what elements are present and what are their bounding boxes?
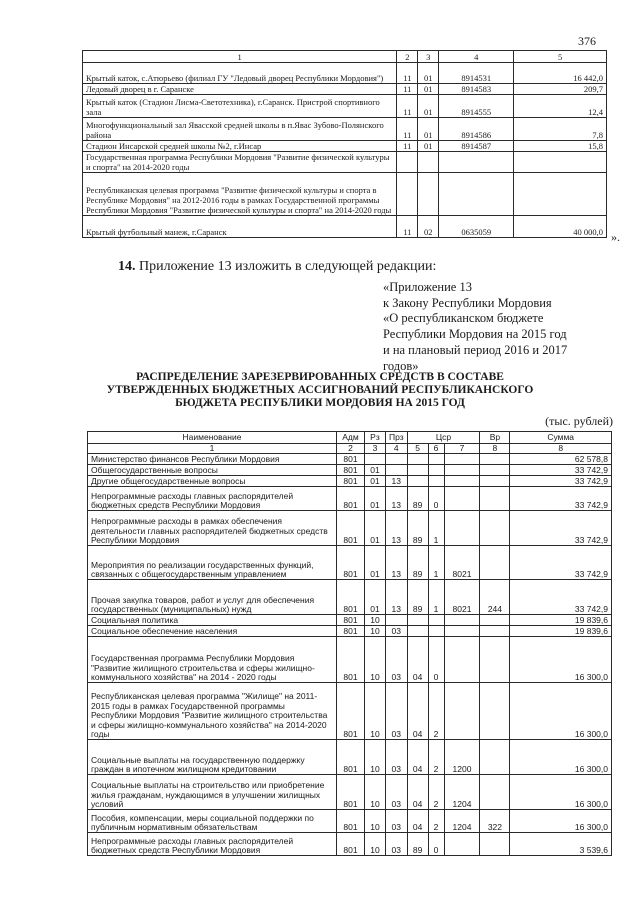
appendix-line: Республики Мордовия на 2015 год (383, 327, 567, 342)
column-number: 8 (510, 444, 612, 454)
table-row (83, 173, 607, 216)
top-table (82, 50, 607, 238)
row-adm: 801 (337, 546, 365, 580)
row-csr-1: 89 (407, 546, 428, 580)
row-prz: 03 (385, 740, 407, 775)
row-sum: 33 742,9 (510, 465, 612, 476)
row-csr-2: 0 (428, 833, 444, 856)
row-csr-3: 8021 (444, 546, 480, 580)
column-number: 4 (385, 444, 407, 454)
row-prz: 03 (385, 637, 407, 683)
row-prz: 13 (385, 476, 407, 487)
row-sum: 209,7 (514, 84, 607, 95)
row-name: Другие общегосударственные вопросы (88, 476, 337, 487)
row-cell: 0635059 (439, 216, 514, 238)
row-csr-1: 89 (407, 511, 428, 546)
row-vr (480, 615, 510, 626)
closing-quote: ». (611, 230, 620, 244)
column-number: 1 (88, 444, 337, 454)
row-sum: 33 742,9 (510, 487, 612, 511)
row-cell: 11 (397, 118, 418, 141)
row-cell: 11 (397, 63, 418, 84)
row-csr-3: 8021 (444, 580, 480, 615)
row-prz: 13 (385, 580, 407, 615)
row-cell: 11 (397, 84, 418, 95)
row-vr (480, 511, 510, 546)
header-vr: Вр (480, 432, 510, 444)
column-number: 7 (444, 444, 480, 454)
table-row (83, 141, 607, 152)
row-csr-1 (407, 465, 428, 476)
row-adm: 801 (337, 810, 365, 833)
row-name: Социальные выплаты на государственную поддержку граждан в ипотечном жилищном кредитовании (88, 740, 337, 775)
row-name: Социальные выплаты на строительство или приобретение жилья гражданам, нуждающимся в улучшении жилищных условий (88, 775, 337, 810)
header-prz: Прз (385, 432, 407, 444)
header-row (88, 432, 612, 444)
row-name: Непрограммные расходы в рамках обеспечения деятельности главных распорядителей бюджетных средств Республики Мордовия (88, 511, 337, 546)
row-rz: 10 (364, 833, 385, 856)
row-csr-2 (428, 476, 444, 487)
row-cell: 8914583 (439, 84, 514, 95)
row-adm: 801 (337, 833, 365, 856)
row-name: Крытый каток (Стадион Лисма-Светотехника), г.Саранск. Пристрой спортивного зала (83, 95, 397, 118)
row-sum: 19 839,6 (510, 626, 612, 637)
row-rz: 01 (364, 476, 385, 487)
row-vr (480, 465, 510, 476)
row-vr (480, 626, 510, 637)
amendment-item (118, 259, 436, 275)
table-row (88, 511, 612, 546)
title-line: УТВЕРЖДЕННЫХ БЮДЖЕТНЫХ АССИГНОВАНИЙ РЕСПУБЛИКАНСКОГО (106, 384, 534, 396)
table-row (88, 465, 612, 476)
row-name: Республиканская целевая программа "Развитие физической культуры и спорта в Республике Мордовия" на 2012-2016 годы в рамках Государственной программы Республики Мордовия "Развитие физической культуры и спорта" на 2014-2020 годы (83, 173, 397, 216)
row-prz: 13 (385, 487, 407, 511)
row-sum: 16 300,0 (510, 810, 612, 833)
row-sum: 19 839,6 (510, 615, 612, 626)
row-name: Социальное обеспечение населения (88, 626, 337, 637)
row-sum (514, 152, 607, 173)
row-name: Непрограммные расходы главных распорядителей бюджетных средств Республики Мордовия (88, 833, 337, 856)
table-row (88, 546, 612, 580)
row-sum (514, 173, 607, 216)
row-prz: 03 (385, 810, 407, 833)
row-csr-1: 04 (407, 740, 428, 775)
row-name: Государственная программа Республики Мордовия "Развитие жилищного строительства и сферы жилищно-коммунального хозяйства" на 2014 - 2020 годы (88, 637, 337, 683)
row-cell (397, 152, 418, 173)
row-rz: 01 (364, 546, 385, 580)
row-csr-1: 04 (407, 775, 428, 810)
row-csr-1: 04 (407, 683, 428, 740)
row-rz: 10 (364, 810, 385, 833)
row-name: Крытый футбольный манеж, г.Саранск (83, 216, 397, 238)
budget-table (87, 431, 612, 856)
row-name: Ледовый дворец в г. Саранске (83, 84, 397, 95)
row-rz: 10 (364, 683, 385, 740)
row-csr-1: 89 (407, 580, 428, 615)
row-prz: 03 (385, 833, 407, 856)
table-row (83, 152, 607, 173)
row-name: Мероприятия по реализации государственных функций, связанных с общегосударственным управлением (88, 546, 337, 580)
row-csr-1 (407, 476, 428, 487)
row-csr-2: 2 (428, 740, 444, 775)
table-row (88, 810, 612, 833)
row-vr (480, 833, 510, 856)
row-name: Пособия, компенсации, меры социальной поддержки по публичным нормативным обязательствам (88, 810, 337, 833)
row-cell: 8914586 (439, 118, 514, 141)
document-title (80, 371, 560, 410)
appendix-line: к Закону Республики Мордовия (383, 295, 552, 310)
row-sum: 7,8 (514, 118, 607, 141)
row-csr-3 (444, 476, 480, 487)
row-name: Крытый каток, с.Атюрьево (филиал ГУ "Ледовый дворец Республики Мордовия") (83, 63, 397, 84)
header-adm: Адм (337, 432, 365, 444)
appendix-line: годов» (383, 358, 419, 373)
row-vr (480, 683, 510, 740)
row-csr-2: 1 (428, 546, 444, 580)
top-table-header-cell: 3 (418, 51, 439, 63)
row-sum: 16 300,0 (510, 740, 612, 775)
row-csr-2: 1 (428, 511, 444, 546)
row-cell (439, 152, 514, 173)
row-name: Прочая закупка товаров, работ и услуг для обеспечения государственных (муниципальных) нужд (88, 580, 337, 615)
row-sum: 62 578,8 (510, 454, 612, 465)
row-csr-1 (407, 454, 428, 465)
row-prz (385, 615, 407, 626)
row-sum: 3 539,6 (510, 833, 612, 856)
row-cell (439, 173, 514, 216)
row-cell: 01 (418, 141, 439, 152)
row-vr (480, 775, 510, 810)
row-prz: 03 (385, 775, 407, 810)
header-name: Наименование (88, 432, 337, 444)
table-row (88, 683, 612, 740)
row-rz (364, 454, 385, 465)
table-row (83, 95, 607, 118)
row-prz: 03 (385, 683, 407, 740)
row-csr-1: 89 (407, 487, 428, 511)
row-vr: 244 (480, 580, 510, 615)
row-cell: 11 (397, 216, 418, 238)
row-adm: 801 (337, 615, 365, 626)
row-csr-3 (444, 683, 480, 740)
row-name: Стадион Инсарской средней школы №2, г.Инсар (83, 141, 397, 152)
row-rz: 10 (364, 637, 385, 683)
row-csr-2 (428, 454, 444, 465)
row-name: Государственная программа Республики Мордовия "Развитие физической культуры и спорта" на 2014-2020 годы (83, 152, 397, 173)
page-number: 376 (578, 34, 596, 48)
row-csr-1: 04 (407, 810, 428, 833)
row-name: Социальная политика (88, 615, 337, 626)
item-number: 14. (118, 259, 136, 274)
row-sum: 16 300,0 (510, 683, 612, 740)
row-csr-1: 89 (407, 833, 428, 856)
top-table-header-cell: 4 (439, 51, 514, 63)
row-adm: 801 (337, 487, 365, 511)
table-row (88, 833, 612, 856)
table-row (88, 476, 612, 487)
row-csr-3 (444, 487, 480, 511)
column-number: 2 (337, 444, 365, 454)
item-text: Приложение 13 изложить в следующей редакции: (139, 259, 437, 274)
row-rz: 10 (364, 740, 385, 775)
row-vr (480, 546, 510, 580)
row-vr (480, 487, 510, 511)
row-cell: 8914555 (439, 95, 514, 118)
row-csr-2: 0 (428, 637, 444, 683)
row-cell: 02 (418, 216, 439, 238)
row-csr-3 (444, 511, 480, 546)
row-csr-2: 2 (428, 683, 444, 740)
row-adm: 801 (337, 476, 365, 487)
row-sum: 33 742,9 (510, 546, 612, 580)
table-row (83, 63, 607, 84)
table-row (88, 615, 612, 626)
row-csr-2: 2 (428, 810, 444, 833)
row-adm: 801 (337, 775, 365, 810)
top-table-header-cell: 5 (514, 51, 607, 63)
table-row (83, 118, 607, 141)
table-row (88, 637, 612, 683)
row-cell: 11 (397, 95, 418, 118)
row-cell: 8914531 (439, 63, 514, 84)
row-prz: 13 (385, 511, 407, 546)
appendix-line: «О республиканском бюджете (383, 311, 544, 326)
row-sum: 33 742,9 (510, 476, 612, 487)
row-csr-3 (444, 626, 480, 637)
row-cell: 01 (418, 118, 439, 141)
header-csr: Цср (407, 432, 480, 444)
row-adm: 801 (337, 637, 365, 683)
column-number: 5 (407, 444, 428, 454)
row-csr-3 (444, 454, 480, 465)
column-number: 3 (364, 444, 385, 454)
row-csr-3 (444, 833, 480, 856)
row-csr-2: 0 (428, 487, 444, 511)
table-row (88, 775, 612, 810)
row-rz: 01 (364, 511, 385, 546)
top-table-header-cell: 1 (83, 51, 397, 63)
column-number: 8 (480, 444, 510, 454)
row-csr-3: 1204 (444, 810, 480, 833)
row-adm: 801 (337, 626, 365, 637)
row-cell: 01 (418, 95, 439, 118)
row-prz (385, 465, 407, 476)
row-sum: 16 442,0 (514, 63, 607, 84)
row-csr-2 (428, 465, 444, 476)
row-csr-2: 1 (428, 580, 444, 615)
title-line: БЮДЖЕТА РЕСПУБЛИКИ МОРДОВИЯ НА 2015 ГОД (175, 397, 465, 409)
row-name: Непрограммные расходы главных распорядителей бюджетных средств Республики Мордовия (88, 487, 337, 511)
row-csr-3 (444, 465, 480, 476)
row-csr-2 (428, 615, 444, 626)
row-csr-1 (407, 626, 428, 637)
row-sum: 16 300,0 (510, 775, 612, 810)
row-csr-3: 1200 (444, 740, 480, 775)
table-row (83, 84, 607, 95)
row-csr-1: 04 (407, 637, 428, 683)
row-rz: 10 (364, 626, 385, 637)
row-adm: 801 (337, 683, 365, 740)
row-cell (418, 152, 439, 173)
row-name: Министерство финансов Республики Мордовия (88, 454, 337, 465)
row-sum: 40 000,0 (514, 216, 607, 238)
row-vr (480, 740, 510, 775)
row-csr-1 (407, 615, 428, 626)
header-rz: Рз (364, 432, 385, 444)
row-prz: 03 (385, 626, 407, 637)
row-vr (480, 476, 510, 487)
title-line: РАСПРЕДЕЛЕНИЕ ЗАРЕЗЕРВИРОВАННЫХ СРЕДСТВ В СОСТАВЕ (136, 371, 504, 383)
row-cell: 01 (418, 63, 439, 84)
row-adm: 801 (337, 465, 365, 476)
table-row (88, 740, 612, 775)
row-sum: 33 742,9 (510, 580, 612, 615)
row-sum: 33 742,9 (510, 511, 612, 546)
row-rz: 01 (364, 465, 385, 476)
row-vr (480, 454, 510, 465)
row-csr-2: 2 (428, 775, 444, 810)
row-rz: 10 (364, 615, 385, 626)
row-prz (385, 454, 407, 465)
row-cell (418, 173, 439, 216)
table-row (88, 487, 612, 511)
row-csr-3 (444, 637, 480, 683)
row-name: Многофункциональный зал Явасской средней школы в п.Явас Зубово-Полянского района (83, 118, 397, 141)
row-rz: 10 (364, 775, 385, 810)
row-adm: 801 (337, 454, 365, 465)
row-adm: 801 (337, 580, 365, 615)
row-sum: 15,8 (514, 141, 607, 152)
units-label: (тыс. рублей) (545, 414, 613, 428)
row-rz: 01 (364, 487, 385, 511)
row-vr (480, 637, 510, 683)
row-vr: 322 (480, 810, 510, 833)
appendix-line: «Приложение 13 (383, 280, 472, 294)
row-prz: 13 (385, 546, 407, 580)
row-adm: 801 (337, 511, 365, 546)
row-cell: 11 (397, 141, 418, 152)
appendix-heading (383, 280, 623, 374)
table-row (88, 626, 612, 637)
row-cell (397, 173, 418, 216)
row-csr-2 (428, 626, 444, 637)
table-row (83, 216, 607, 238)
table-row (88, 580, 612, 615)
column-number: 6 (428, 444, 444, 454)
row-sum: 16 300,0 (510, 637, 612, 683)
row-cell: 01 (418, 84, 439, 95)
row-rz: 01 (364, 580, 385, 615)
row-csr-3 (444, 615, 480, 626)
appendix-line: и на плановый период 2016 и 2017 (383, 342, 568, 357)
row-csr-3: 1204 (444, 775, 480, 810)
top-table-header-cell: 2 (397, 51, 418, 63)
row-name: Общегосударственные вопросы (88, 465, 337, 476)
row-sum: 12,4 (514, 95, 607, 118)
row-name: Республиканская целевая программа "Жилище" на 2011-2015 годы в рамках Государственной программы Республики Мордовия "Развитие жилищного строительства и сферы жилищно-коммунального хозяйства" на 2014-2020 годы (88, 683, 337, 740)
column-number-row (88, 444, 612, 454)
row-adm: 801 (337, 740, 365, 775)
table-row (88, 454, 612, 465)
row-cell: 8914587 (439, 141, 514, 152)
header-sum: Сумма (510, 432, 612, 444)
